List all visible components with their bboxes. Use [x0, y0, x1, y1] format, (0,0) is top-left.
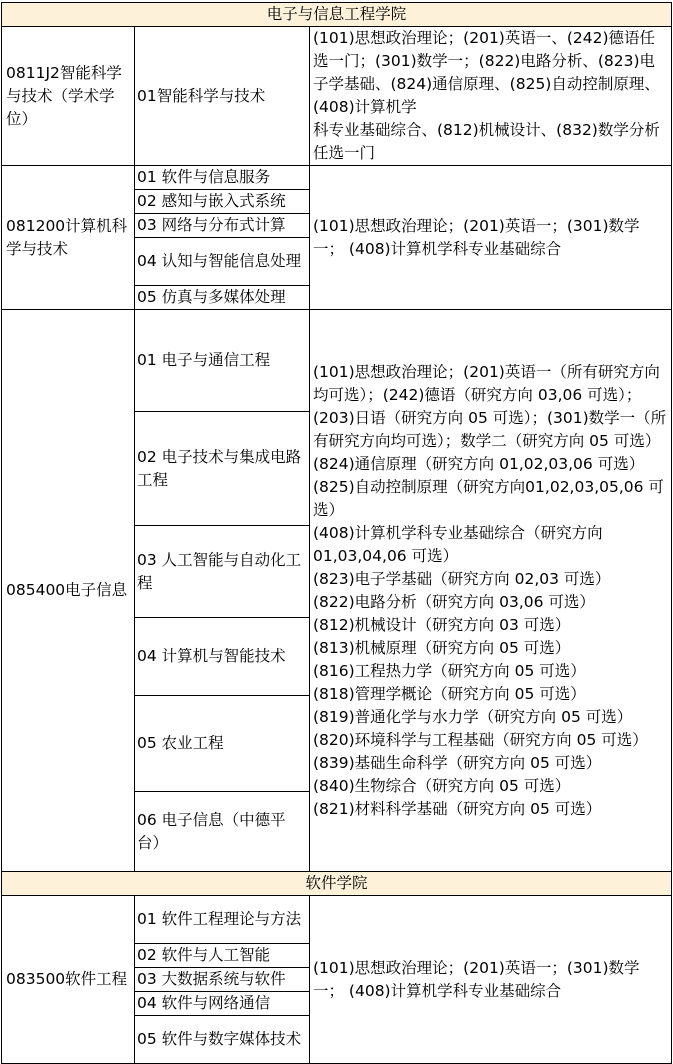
direction-cell: 06 电子信息（中德平台） — [135, 792, 310, 872]
subject-line: (820)环境科学与工程基础（研究方向 05 可选） — [313, 730, 648, 749]
direction-cell: 03 网络与分布式计算 — [135, 214, 310, 238]
major-name: 0811J2智能科学与技术（学术学位） — [2, 27, 135, 166]
direction-cell: 01 软件工程理论与方法 — [135, 896, 310, 944]
exam-subjects — [310, 310, 672, 872]
direction-cell: 01 软件与信息服务 — [135, 166, 310, 190]
major-name: 085400电子信息 — [2, 310, 135, 872]
subject-line: (840)生物综合（研究方向 05 可选） — [313, 776, 571, 795]
exam-subjects — [310, 896, 672, 1064]
direction-cell: 04 软件与网络通信 — [135, 992, 310, 1016]
direction-cell: 04 认知与智能信息处理 — [135, 238, 310, 286]
direction-cell: 05 农业工程 — [135, 696, 310, 792]
direction-cell: 05 软件与数字媒体技术 — [135, 1016, 310, 1064]
major-name: 083500软件工程 — [2, 896, 135, 1064]
direction-cell: 05 仿真与多媒体处理 — [135, 286, 310, 310]
subject-line: (101)思想政治理论；(201)英语一；(301)数学一； (408)计算机学科专业基础综合 — [313, 958, 640, 1000]
subject-line: 科专业基础综合、(812)机械设计、(832)数学分析任选一门 — [313, 121, 660, 162]
subject-line: (816)工程热力学（研究方向 05 可选） — [313, 661, 586, 680]
table-row — [2, 896, 672, 944]
direction-cell: 02 感知与嵌入式系统 — [135, 190, 310, 214]
subject-line: (812)机械设计（研究方向 03 可选） — [313, 615, 571, 634]
table-row — [2, 27, 672, 166]
direction-cell: 02 软件与人工智能 — [135, 944, 310, 968]
subject-line: (824)通信原理（研究方向 01,02,03,06 可选） — [313, 454, 645, 473]
subject-line: (822)电路分析（研究方向 03,06 可选） — [313, 592, 595, 611]
table-row — [2, 310, 672, 412]
subject-line: (825)自动控制原理（研究方向01,02,03,05,06 可选） — [313, 477, 664, 519]
table-row — [2, 166, 672, 190]
section-title: 软件学院 — [2, 872, 672, 896]
direction-cell: 01智能科学与技术 — [135, 27, 310, 166]
exam-subjects — [310, 27, 672, 166]
section-header-row — [2, 872, 672, 896]
section-header-row — [2, 3, 672, 27]
subject-line: (101)思想政治理论；(201)英语一（所有研究方向均可选）；(242)德语（研究方向 03,06 可选）；(203)日语（研究方向 05 可选）；(301)数学一（所有研究方向均可选）；数学二（研究方向 05 可选） — [313, 362, 667, 450]
section-title: 电子与信息工程学院 — [2, 3, 672, 27]
direction-cell: 01 电子与通信工程 — [135, 310, 310, 412]
direction-cell: 03 人工智能与自动化工程 — [135, 526, 310, 618]
subject-line: (818)管理学概论（研究方向 05 可选） — [313, 684, 586, 703]
subject-line: (823)电子学基础（研究方向 02,03 可选） — [313, 569, 611, 588]
subject-line: (821)材料科学基础（研究方向 05 可选） — [313, 799, 602, 818]
subject-line: (408)计算机学科专业基础综合（研究方向 01,03,04,06 可选） — [313, 523, 603, 565]
subject-line: (839)基础生命科学（研究方向 05 可选） — [313, 753, 602, 772]
subject-line: (101)思想政治理论；(201)英语一、(242)德语任选一门；(301)数学一；(822)电路分析、(823)电子学基础、(824)通信原理、(825)自动控制原理、(408)计算机学 — [313, 29, 660, 116]
subject-line: (101)思想政治理论；(201)英语一；(301)数学一； (408)计算机学科专业基础综合 — [313, 216, 640, 258]
subject-line: (819)普通化学与水力学（研究方向 05 可选） — [313, 707, 633, 726]
major-name: 081200计算机科学与技术 — [2, 166, 135, 310]
exam-subjects — [310, 166, 672, 310]
direction-cell: 04 计算机与智能技术 — [135, 618, 310, 696]
program-table — [1, 2, 672, 1064]
direction-cell: 02 电子技术与集成电路工程 — [135, 412, 310, 526]
subject-line: (813)机械原理（研究方向 05 可选） — [313, 638, 571, 657]
direction-cell: 03 大数据系统与软件 — [135, 968, 310, 992]
